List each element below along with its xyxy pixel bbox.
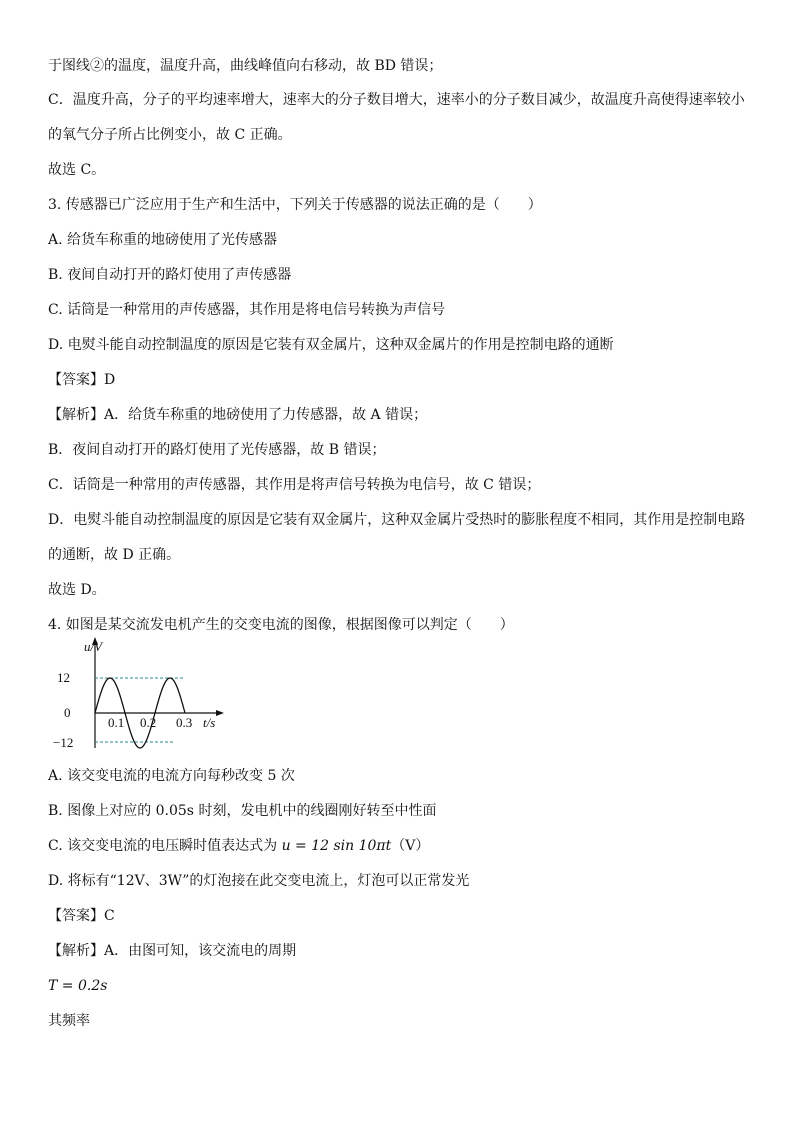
question-4-analysis-a: 【解析】A．由图可知，该交流电的周期 (48, 943, 297, 959)
line-2: C．温度升高，分子的平均速率增大，速率大的分子数目增大，速率小的分子数目减少，故温度升高使得速率较小 (48, 92, 745, 108)
x-tick-label-0-1: 0.1 (108, 715, 125, 730)
x-tick-label-0-3: 0.3 (176, 715, 193, 730)
voltage-time-graph (48, 636, 248, 754)
question-3-option-c: C. 话筒是一种常用的声传感器，其作用是将电信号转换为声信号 (48, 302, 446, 318)
origin-label: 0 (64, 705, 71, 720)
question-3-analysis-b: B．夜间自动打开的路灯使用了光传感器，故 B 错误； (48, 442, 386, 458)
question-3-stem: 3. 传感器已广泛应用于生产和生活中，下列关于传感器的说法正确的是（ ） (48, 197, 542, 213)
frequency-label: 其频率 (48, 1013, 90, 1029)
line-1: 于图线②的温度，温度升高，曲线峰值向右移动，故 BD 错误； (48, 58, 443, 74)
question-3-analysis-a: 【解析】A．给货车称重的地磅使用了力传感器，故 A 错误； (48, 407, 428, 423)
x-axis-label: t/s (203, 715, 216, 730)
line-4: 故选 C。 (48, 162, 106, 178)
question-4-option-c (48, 836, 754, 856)
question-3-analysis-d: D．电熨斗能自动控制温度的原因是它装有双金属片，这种双金属片受热时的膨胀程度不相同，其作用是控制电路 (48, 512, 746, 528)
option-c-suffix: （V） (391, 838, 430, 854)
question-4-answer: 【答案】C (48, 908, 115, 924)
question-4-stem: 4. 如图是某交流发电机产生的交变电流的图像，根据图像可以判定（ ） (48, 617, 514, 633)
x-axis-arrow (216, 710, 224, 716)
question-3-option-a: A. 给货车称重的地磅使用了光传感器 (48, 232, 278, 248)
option-c-formula: u = 12 sin 10πt (281, 838, 392, 854)
question-4-option-d: D. 将标有“12V、3W”的灯泡接在此交变电流上，灯泡可以正常发光 (48, 873, 470, 889)
question-3-analysis-d-cont: 的通断，故 D 正确。 (48, 547, 181, 563)
y-max-label: 12 (57, 670, 70, 685)
y-min-label: −12 (53, 735, 74, 750)
question-3-option-d: D. 电熨斗能自动控制温度的原因是它装有双金属片，这种双金属片的作用是控制电路的通断 (48, 337, 614, 353)
question-3-choice: 故选 D。 (48, 582, 106, 598)
question-3-answer: 【答案】D (48, 372, 116, 388)
line-3: 的氧气分子所占比例变小，故 C 正确。 (48, 127, 292, 143)
question-3-option-b: B. 夜间自动打开的路灯使用了声传感器 (48, 267, 292, 283)
period-formula: T = 0.2s (48, 978, 108, 994)
question-4-option-a: A. 该交变电流的电流方向每秒改变 5 次 (48, 768, 295, 784)
option-c-prefix: C. 该交变电流的电压瞬时值表达式为 (48, 838, 282, 854)
x-tick-label-0-2: 0.2 (140, 715, 157, 730)
y-axis-label: u/V (84, 639, 103, 654)
question-4-option-b: B. 图像上对应的 0.05s 时刻，发电机中的线圈刚好转至中性面 (48, 803, 437, 819)
question-3-analysis-c: C．话筒是一种常用的声传感器，其作用是将声信号转换为电信号，故 C 错误； (48, 477, 541, 493)
